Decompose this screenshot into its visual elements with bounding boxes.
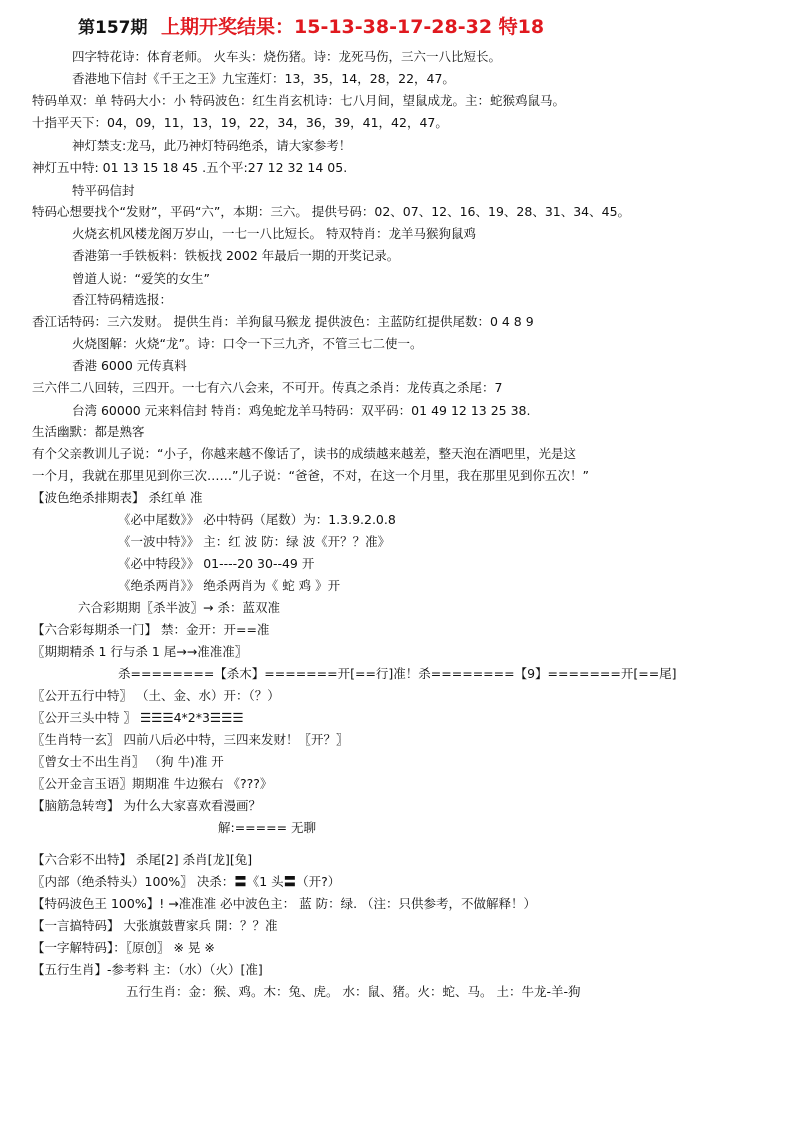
text-line: 解:===== 无聊	[218, 820, 317, 835]
text-line: 十指平天下：04，09，11，13，19，22，34，36，39，41，42，47。	[32, 115, 448, 130]
text-line: 〖公开金言玉语〗期期准 牛边猴右 《???》	[32, 776, 273, 791]
text-line: 〖期期精杀 1 行与杀 1 尾→→准准准〗	[32, 644, 248, 659]
text-line: 【脑筋急转弯】 为什么大家喜欢看漫画？	[32, 798, 261, 813]
text-line: 〖公开三头中特 〗 ☰☰☰4*2*3☰☰☰	[32, 710, 244, 725]
text-line: 六合彩期期〖杀半波〗→ 杀：蓝双准	[78, 600, 280, 615]
text-line: 【一字解特码】：〖原创〗 ※ 晃 ※	[32, 940, 215, 955]
text-line: 【六合彩每期杀一门】 禁：金开：开==准	[32, 622, 270, 637]
last-result-title: 上期开奖结果：15-13-38-17-28-32 特18	[161, 16, 545, 38]
text-line: 特平码信封	[72, 183, 135, 198]
issue-number: 第157期	[78, 18, 148, 38]
text-line: 《一波中特》》 主：红 波 防：绿 波《开？？准》	[118, 534, 391, 549]
text-line: 〖生肖特一玄〗 四前八后必中特，三四来发财！〖开？〗	[32, 732, 349, 747]
text-line: 特码单双：单 特码大小：小 特码波色：红生肖玄机诗：七八月间，望鼠成龙。主：蛇猴鸡鼠马。	[32, 93, 565, 108]
text-line: 香港 6000 元传真料	[72, 358, 187, 373]
text-line: 《绝杀两肖》》 绝杀两肖为《 蛇 鸡 》开	[118, 578, 341, 593]
text-line: 生活幽默：都是熟客	[32, 424, 145, 439]
text-line: 〖公开五行中特〗 （土、金、水）开：（？）	[32, 688, 280, 703]
text-line: 【一言搞特码】 大张旗鼓曹家兵 開：？？准	[32, 918, 278, 933]
text-line: 一个月，我就在那里见到你三次……”儿子说：“爸爸，不对，在这一个月里，我在那里见到你五次！”	[32, 468, 589, 483]
text-line: 【六合彩不出特】 杀尾[2] 杀肖[龙][兔]	[32, 852, 253, 867]
text-line: 香江特码精选报：	[72, 292, 173, 307]
text-line: 〖曾女士不出生肖〗 （狗 牛)准 开	[32, 754, 224, 769]
text-line: 〖内部（绝杀特头）100%〗 决杀：〓《1 头〓（开?）	[32, 874, 341, 889]
text-line: 香港地下信封《千王之王》九宝莲灯：13，35，14，28，22，47。	[72, 71, 455, 86]
text-line: 神灯禁支:龙马，此乃神灯特码绝杀，请大家参考！	[72, 138, 352, 153]
text-line: 有个父亲教训儿子说：“小子，你越来越不像话了，读书的成绩越来越差，整天泡在酒吧里，光是这	[32, 446, 576, 461]
text-line: 【波色绝杀排期表】 杀红单 准	[32, 490, 203, 505]
text-line: 台湾 60000 元来料信封 特肖：鸡兔蛇龙羊马特码：双平码：01 49 12 13 25 38.	[72, 403, 531, 418]
text-line: 特码心想要找个“发财”，平码“六”，本期：三六。 提供号码：02、07、12、16、19、28、31、34、45。	[32, 204, 631, 219]
text-line: 《必中特段》》 01----20 30--49 开	[118, 556, 315, 571]
text-line: 火烧图解：火烧“龙”。诗：口令一下三九齐，不管三七二使一。	[72, 336, 423, 351]
text-line: 曾道人说：“爱笑的女生”	[72, 271, 210, 286]
text-line: 三六伴二八回转，三四开。一七有六八会来，不可开。传真之杀肖：龙传真之杀尾：7	[32, 380, 503, 395]
text-line: 神灯五中特: 01 13 15 18 45 .五个平:27 12 32 14 05.	[32, 160, 348, 175]
text-line: 香江话特码：三六发财。 提供生肖：羊狗鼠马猴龙 提供波色：主蓝防红提供尾数：0 4 8 9	[32, 314, 534, 329]
text-line: 火烧玄机风楼龙阁万岁山，一七一八比短长。 特双特肖：龙羊马猴狗鼠鸡	[72, 226, 476, 241]
text-line: 《必中尾数》》 必中特码（尾数）为：1.3.9.2.0.8	[118, 512, 396, 527]
text-line: 【特码波色王 100%】! →准准准 必中波色主： 蓝 防：绿. （注：只供参考，不做解释！）	[32, 896, 537, 911]
text-line: 四字特花诗：体育老师。 火车头：烧伤猪。诗：龙死马伤，三六一八比短长。	[72, 49, 501, 64]
text-line: 【五行生肖】-参考料 主：（水）（火）[准]	[32, 962, 263, 977]
text-line: 香港第一手铁板料：铁板找 2002 年最后一期的开奖记录。	[72, 248, 400, 263]
text-line: 杀========【杀木】=======开[==行]准！杀========【9】=======开[==尾]	[118, 666, 677, 681]
text-line: 五行生肖：金：猴、鸡。木：兔、虎。 水：鼠、猪。火：蛇、马。 土：牛龙-羊-狗	[126, 984, 581, 999]
